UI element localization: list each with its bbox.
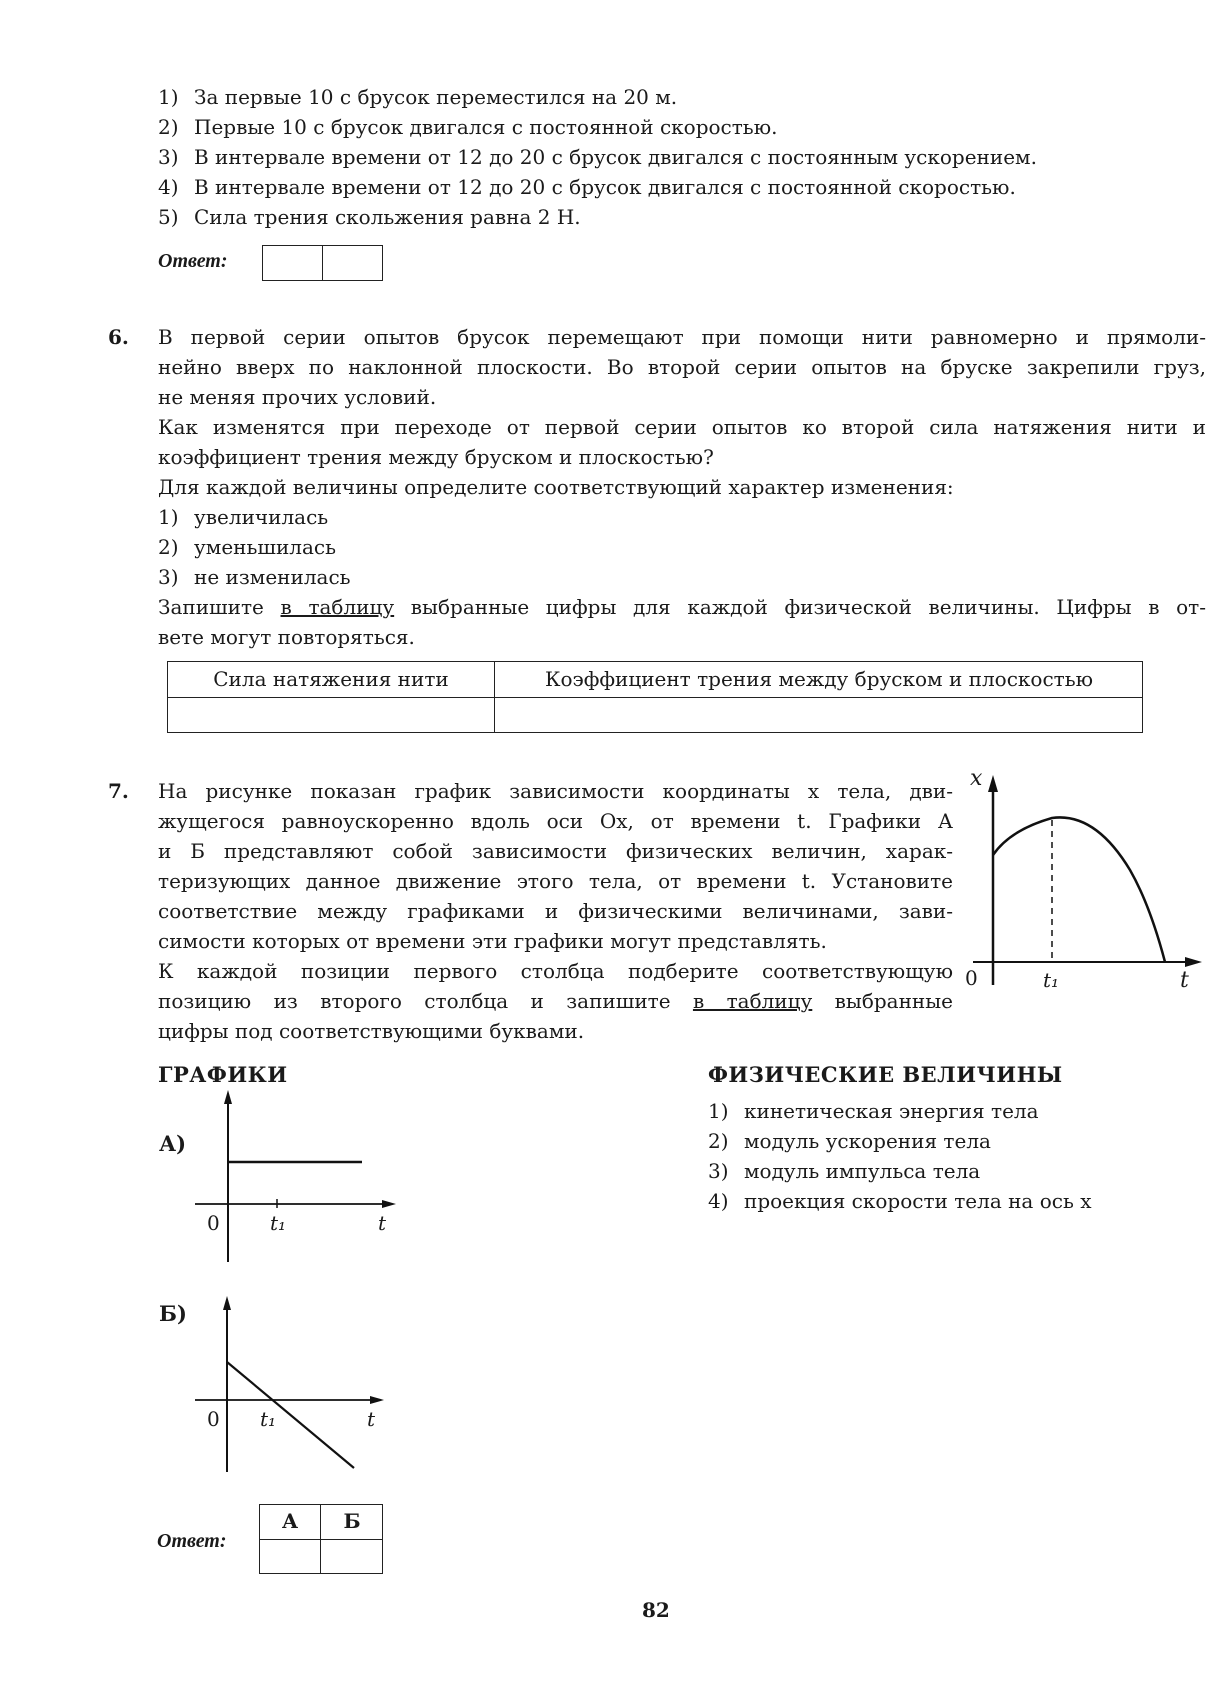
answer-header-a: А bbox=[281, 1509, 299, 1533]
quantity-1 bbox=[708, 1096, 1039, 1126]
q5-option-5 bbox=[158, 202, 581, 232]
q6-line-6: Для каждой величины определите соответствующий характер изменения: bbox=[158, 475, 954, 499]
instruction-text: выбранные bbox=[812, 989, 954, 1013]
q7-line-6: симости которых от времени эти графики могут представлять. bbox=[158, 929, 827, 953]
quantity-2 bbox=[708, 1126, 991, 1156]
graph-b-t1: t₁ bbox=[260, 1407, 277, 1431]
option-text: проекция скорости тела на ось x bbox=[744, 1189, 1092, 1213]
graph-b-svg bbox=[150, 1285, 410, 1480]
answer-cell-divider bbox=[322, 246, 323, 280]
answer-cell-a-input[interactable] bbox=[260, 1541, 319, 1572]
main-graph-origin: 0 bbox=[965, 966, 978, 990]
option-number: 3) bbox=[158, 145, 179, 169]
table-header-tension: Сила натяжения нити bbox=[213, 667, 449, 691]
q7-line-1: На рисунке показан график зависимости координаты x тела, дви- bbox=[158, 779, 953, 803]
quantity-4 bbox=[708, 1186, 1091, 1216]
q6-line-5: коэффициент трения между бруском и плоскостью? bbox=[158, 445, 714, 469]
table-reference: в таблицу bbox=[692, 989, 813, 1013]
q7-line-8 bbox=[158, 986, 953, 1016]
q6-change-3 bbox=[158, 562, 351, 592]
q5-option-4 bbox=[158, 172, 1016, 202]
graph-a-t1: t₁ bbox=[270, 1211, 287, 1235]
table-cell-tension-input[interactable] bbox=[168, 699, 493, 732]
option-text: Сила трения скольжения равна 2 Н. bbox=[194, 205, 581, 229]
q6-line-3: не меняя прочих условий. bbox=[158, 385, 437, 409]
option-text: не изменилась bbox=[194, 565, 351, 589]
table-row-divider bbox=[260, 1539, 382, 1540]
table-cell-friction-input[interactable] bbox=[496, 699, 1141, 732]
main-xt-graph bbox=[960, 766, 1210, 1010]
q5-answer-box[interactable] bbox=[262, 245, 383, 281]
table-reference: в таблицу bbox=[280, 595, 395, 619]
q6-change-1 bbox=[158, 502, 328, 532]
option-text: увеличилась bbox=[194, 505, 329, 529]
option-number: 4) bbox=[158, 175, 179, 199]
q7-line-2: жущегося равноускоренно вдоль оси Ox, от времени t. Графики А bbox=[158, 809, 953, 833]
quantity-3 bbox=[708, 1156, 980, 1186]
option-text: кинетическая энергия тела bbox=[744, 1099, 1039, 1123]
graph-a-svg bbox=[150, 1085, 410, 1265]
option-text: В интервале времени от 12 до 20 с брусок двигался с постоянной скоростью. bbox=[194, 175, 1016, 199]
q6-number: 6. bbox=[108, 325, 129, 349]
answer-cell-b-input[interactable] bbox=[322, 1541, 381, 1572]
graph-b-origin: 0 bbox=[207, 1407, 220, 1431]
q5-answer-label: Ответ: bbox=[158, 250, 228, 272]
q7-answer-table bbox=[259, 1504, 383, 1574]
graph-a-origin: 0 bbox=[207, 1211, 220, 1235]
q7-line-7: К каждой позиции первого столбца подберите соответствующую bbox=[158, 959, 953, 983]
q7-line-3: и Б представляют собой зависимости физических величин, харак- bbox=[158, 839, 953, 863]
option-text: За первые 10 с брусок переместился на 20 м. bbox=[194, 85, 678, 109]
instruction-text: позицию из второго столбца и запишите bbox=[158, 989, 693, 1013]
table-header-friction: Коэффициент трения между бруском и плоскостью bbox=[544, 667, 1094, 691]
option-text: уменьшилась bbox=[194, 535, 337, 559]
answer-header-b: Б bbox=[343, 1509, 361, 1533]
option-number: 1) bbox=[158, 85, 179, 109]
graphs-heading: ГРАФИКИ bbox=[158, 1062, 288, 1087]
graph-b bbox=[150, 1285, 410, 1480]
q7-line-4: теризующих данное движение этого тела, от времени t. Установите bbox=[158, 869, 953, 893]
main-graph-x-label: t bbox=[1180, 968, 1189, 993]
option-number: 1) bbox=[158, 505, 179, 529]
q5-option-2 bbox=[158, 112, 777, 142]
graph-a-x-label: t bbox=[378, 1211, 387, 1235]
quantities-heading: ФИЗИЧЕСКИЕ ВЕЛИЧИНЫ bbox=[708, 1062, 1063, 1087]
main-graph-t1: t₁ bbox=[1043, 968, 1060, 992]
q6-line-2: нейно вверх по наклонной плоскости. Во второй серии опытов на бруске закрепили груз, bbox=[158, 355, 1206, 379]
instruction-text: выбранные цифры для каждой физической величины. Цифры в от- bbox=[394, 595, 1206, 619]
q7-number: 7. bbox=[108, 779, 129, 803]
option-text: В интервале времени от 12 до 20 с брусок двигался с постоянным ускорением. bbox=[194, 145, 1037, 169]
main-graph-y-label: x bbox=[970, 766, 983, 791]
option-text: модуль ускорения тела bbox=[744, 1129, 991, 1153]
option-number: 4) bbox=[708, 1189, 729, 1213]
graph-a bbox=[150, 1085, 410, 1265]
graph-b-x-label: t bbox=[367, 1407, 376, 1431]
q5-option-1 bbox=[158, 82, 677, 112]
q6-line-1: В первой серии опытов брусок перемещают при помощи нити равномерно и прямоли- bbox=[158, 325, 1206, 349]
option-number: 3) bbox=[708, 1159, 729, 1183]
option-text: Первые 10 с брусок двигался с постоянной скоростью. bbox=[194, 115, 778, 139]
instruction-text: Запишите bbox=[158, 595, 281, 619]
q6-change-2 bbox=[158, 532, 336, 562]
q5-option-3 bbox=[158, 142, 1037, 172]
q7-answer-label: Ответ: bbox=[157, 1530, 227, 1552]
q6-instruction-2: вете могут повторяться. bbox=[158, 625, 415, 649]
q6-answer-table bbox=[167, 661, 1143, 733]
option-number: 2) bbox=[158, 115, 179, 139]
q7-line-9: цифры под соответствующими буквами. bbox=[158, 1019, 585, 1043]
graph-b-label: Б) bbox=[159, 1301, 187, 1326]
option-number: 2) bbox=[708, 1129, 729, 1153]
graph-a-label: А) bbox=[159, 1131, 187, 1156]
q6-instruction bbox=[158, 592, 1206, 622]
q7-line-5: соответствие между графиками и физическими величинами, зави- bbox=[158, 899, 953, 923]
option-number: 2) bbox=[158, 535, 179, 559]
page-number: 82 bbox=[642, 1598, 670, 1622]
option-text: модуль импульса тела bbox=[744, 1159, 981, 1183]
table-row-divider bbox=[168, 697, 1142, 698]
option-number: 5) bbox=[158, 205, 179, 229]
option-number: 3) bbox=[158, 565, 179, 589]
parabola-graph-svg bbox=[960, 770, 1210, 1010]
q6-line-4: Как изменятся при переходе от первой серии опытов ко второй сила натяжения нити и bbox=[158, 415, 1206, 439]
option-number: 1) bbox=[708, 1099, 729, 1123]
